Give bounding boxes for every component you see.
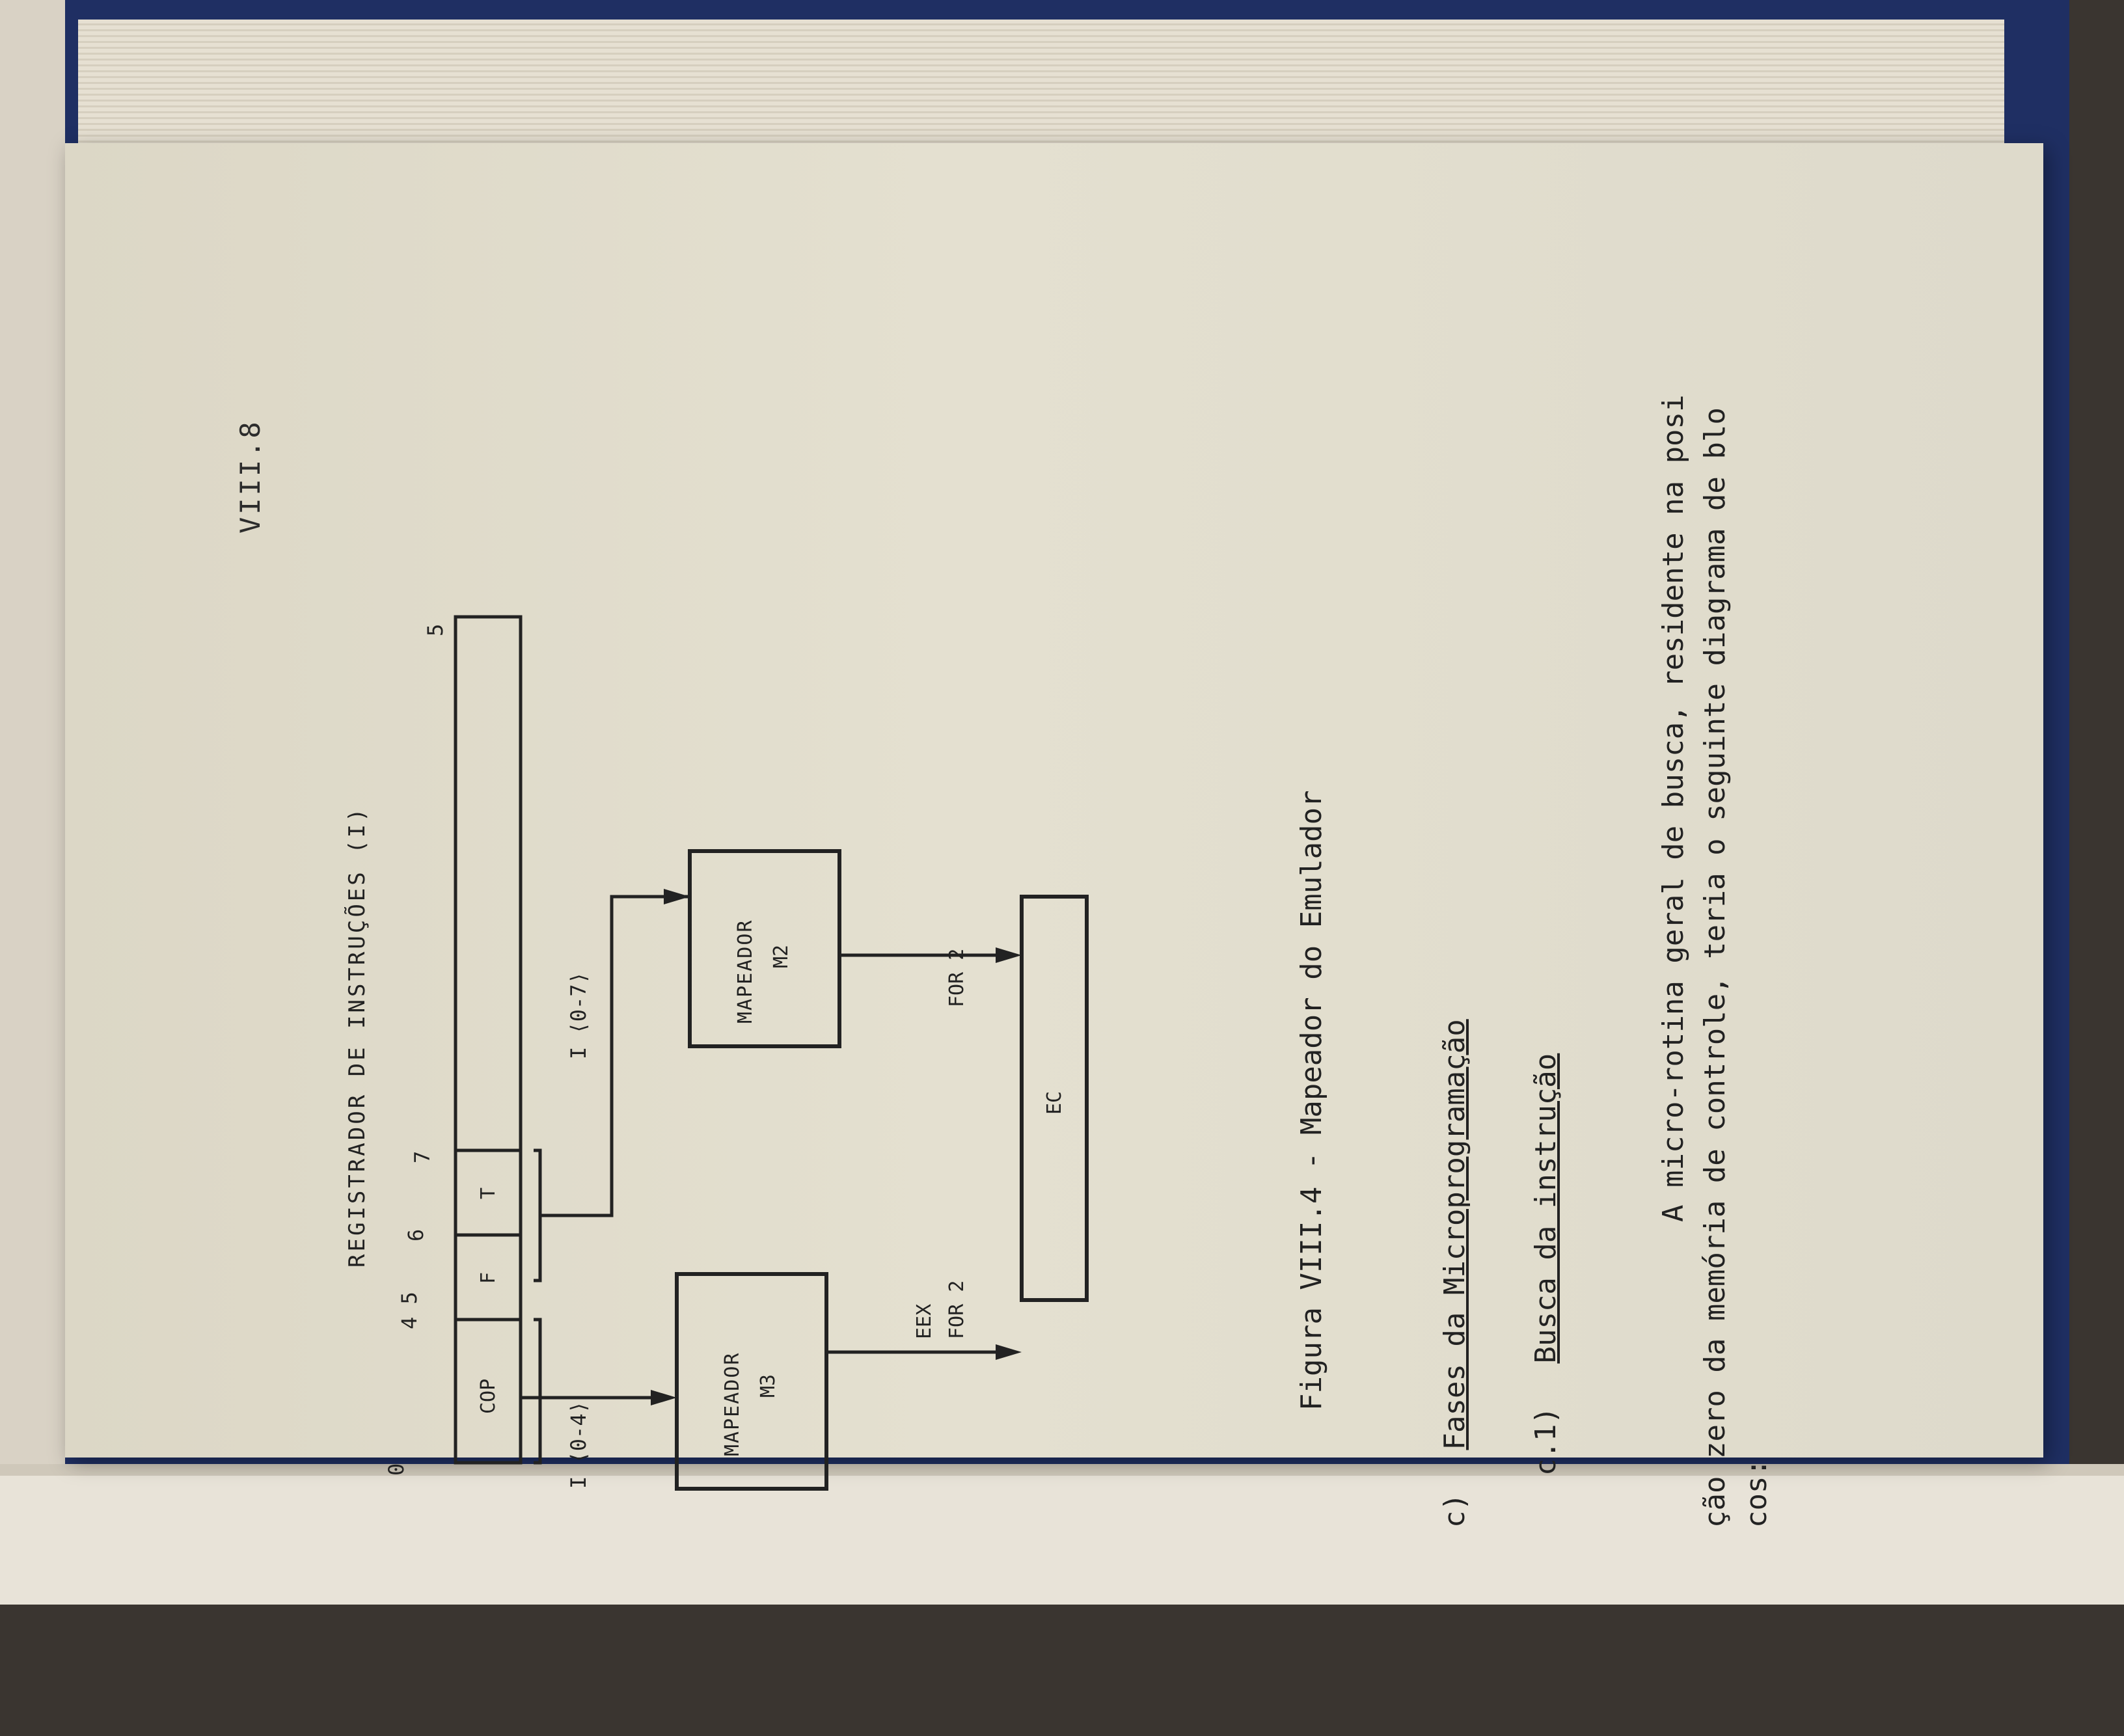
signal-for2-right: FOR 2 <box>946 948 968 1007</box>
page-edges <box>78 20 2004 150</box>
arrow-head-ec-left <box>996 1344 1022 1360</box>
field-f: F <box>477 1271 500 1284</box>
figure-caption: Figura VIII.4 - Mapeador do Emulador <box>1295 790 1328 1411</box>
arrow-head-m2 <box>664 889 690 904</box>
signal-i-0-7: I ⟨0-7⟩ <box>566 971 591 1059</box>
paragraph-line-2: ção zero da memória de controle, teria o seguinte diagrama de blo <box>1698 407 1732 1528</box>
signal-i-0-4: I ⟨0-4⟩ <box>566 1401 591 1489</box>
emulator-mapper-diagram <box>65 143 1367 1736</box>
mapper-m3-block <box>677 1274 826 1489</box>
body-paragraph <box>1653 389 1778 1528</box>
mapper-m2-block <box>690 851 839 1046</box>
bit-position-4-5: 4 5 <box>397 1292 422 1329</box>
m3-label-2: M3 <box>757 1374 780 1398</box>
instruction-register <box>456 617 521 1463</box>
signal-eex: EEX <box>913 1303 936 1339</box>
bit-position-0: 0 <box>384 1463 409 1476</box>
m2-label-2: M2 <box>770 944 793 968</box>
arrow-head-ec-right <box>996 947 1022 963</box>
signal-for2-left: FOR 2 <box>946 1280 968 1339</box>
section-c-heading <box>1438 1019 1471 1528</box>
book-page <box>65 143 2043 1528</box>
page-content <box>65 143 2124 1736</box>
m3-label-1: MAPEADOR <box>721 1351 744 1456</box>
field-cop: COP <box>477 1378 500 1414</box>
m2-label-1: MAPEADOR <box>734 919 757 1024</box>
bit-position-7: 7 <box>410 1150 435 1163</box>
paragraph-line-1: A micro-rotina geral de busca, residente na posi <box>1657 394 1690 1222</box>
bracket-cop <box>534 1320 540 1463</box>
paragraph-line-3: cos: <box>1740 1459 1773 1528</box>
page-header: VIII.8 <box>234 419 266 534</box>
field-t: T <box>477 1187 500 1199</box>
arrow-head-m3 <box>651 1390 677 1405</box>
ec-label: EC <box>1043 1091 1066 1115</box>
section-c-title: Fases da Microprogramação <box>1438 1019 1471 1450</box>
bracket-f-t <box>534 1150 540 1281</box>
register-label: REGISTRADOR DE INSTRUÇÕES (I) <box>344 806 370 1268</box>
bit-position-5-end: 5 <box>423 623 448 636</box>
bit-position-6: 6 <box>403 1228 428 1241</box>
section-c-number: c) <box>1438 1493 1471 1528</box>
line-ft-to-m2 <box>540 897 690 1215</box>
section-c1-number: c.1) <box>1529 1407 1562 1476</box>
section-c1-title: Busca da instrução <box>1529 1053 1562 1364</box>
section-c1-heading <box>1529 1053 1562 1476</box>
